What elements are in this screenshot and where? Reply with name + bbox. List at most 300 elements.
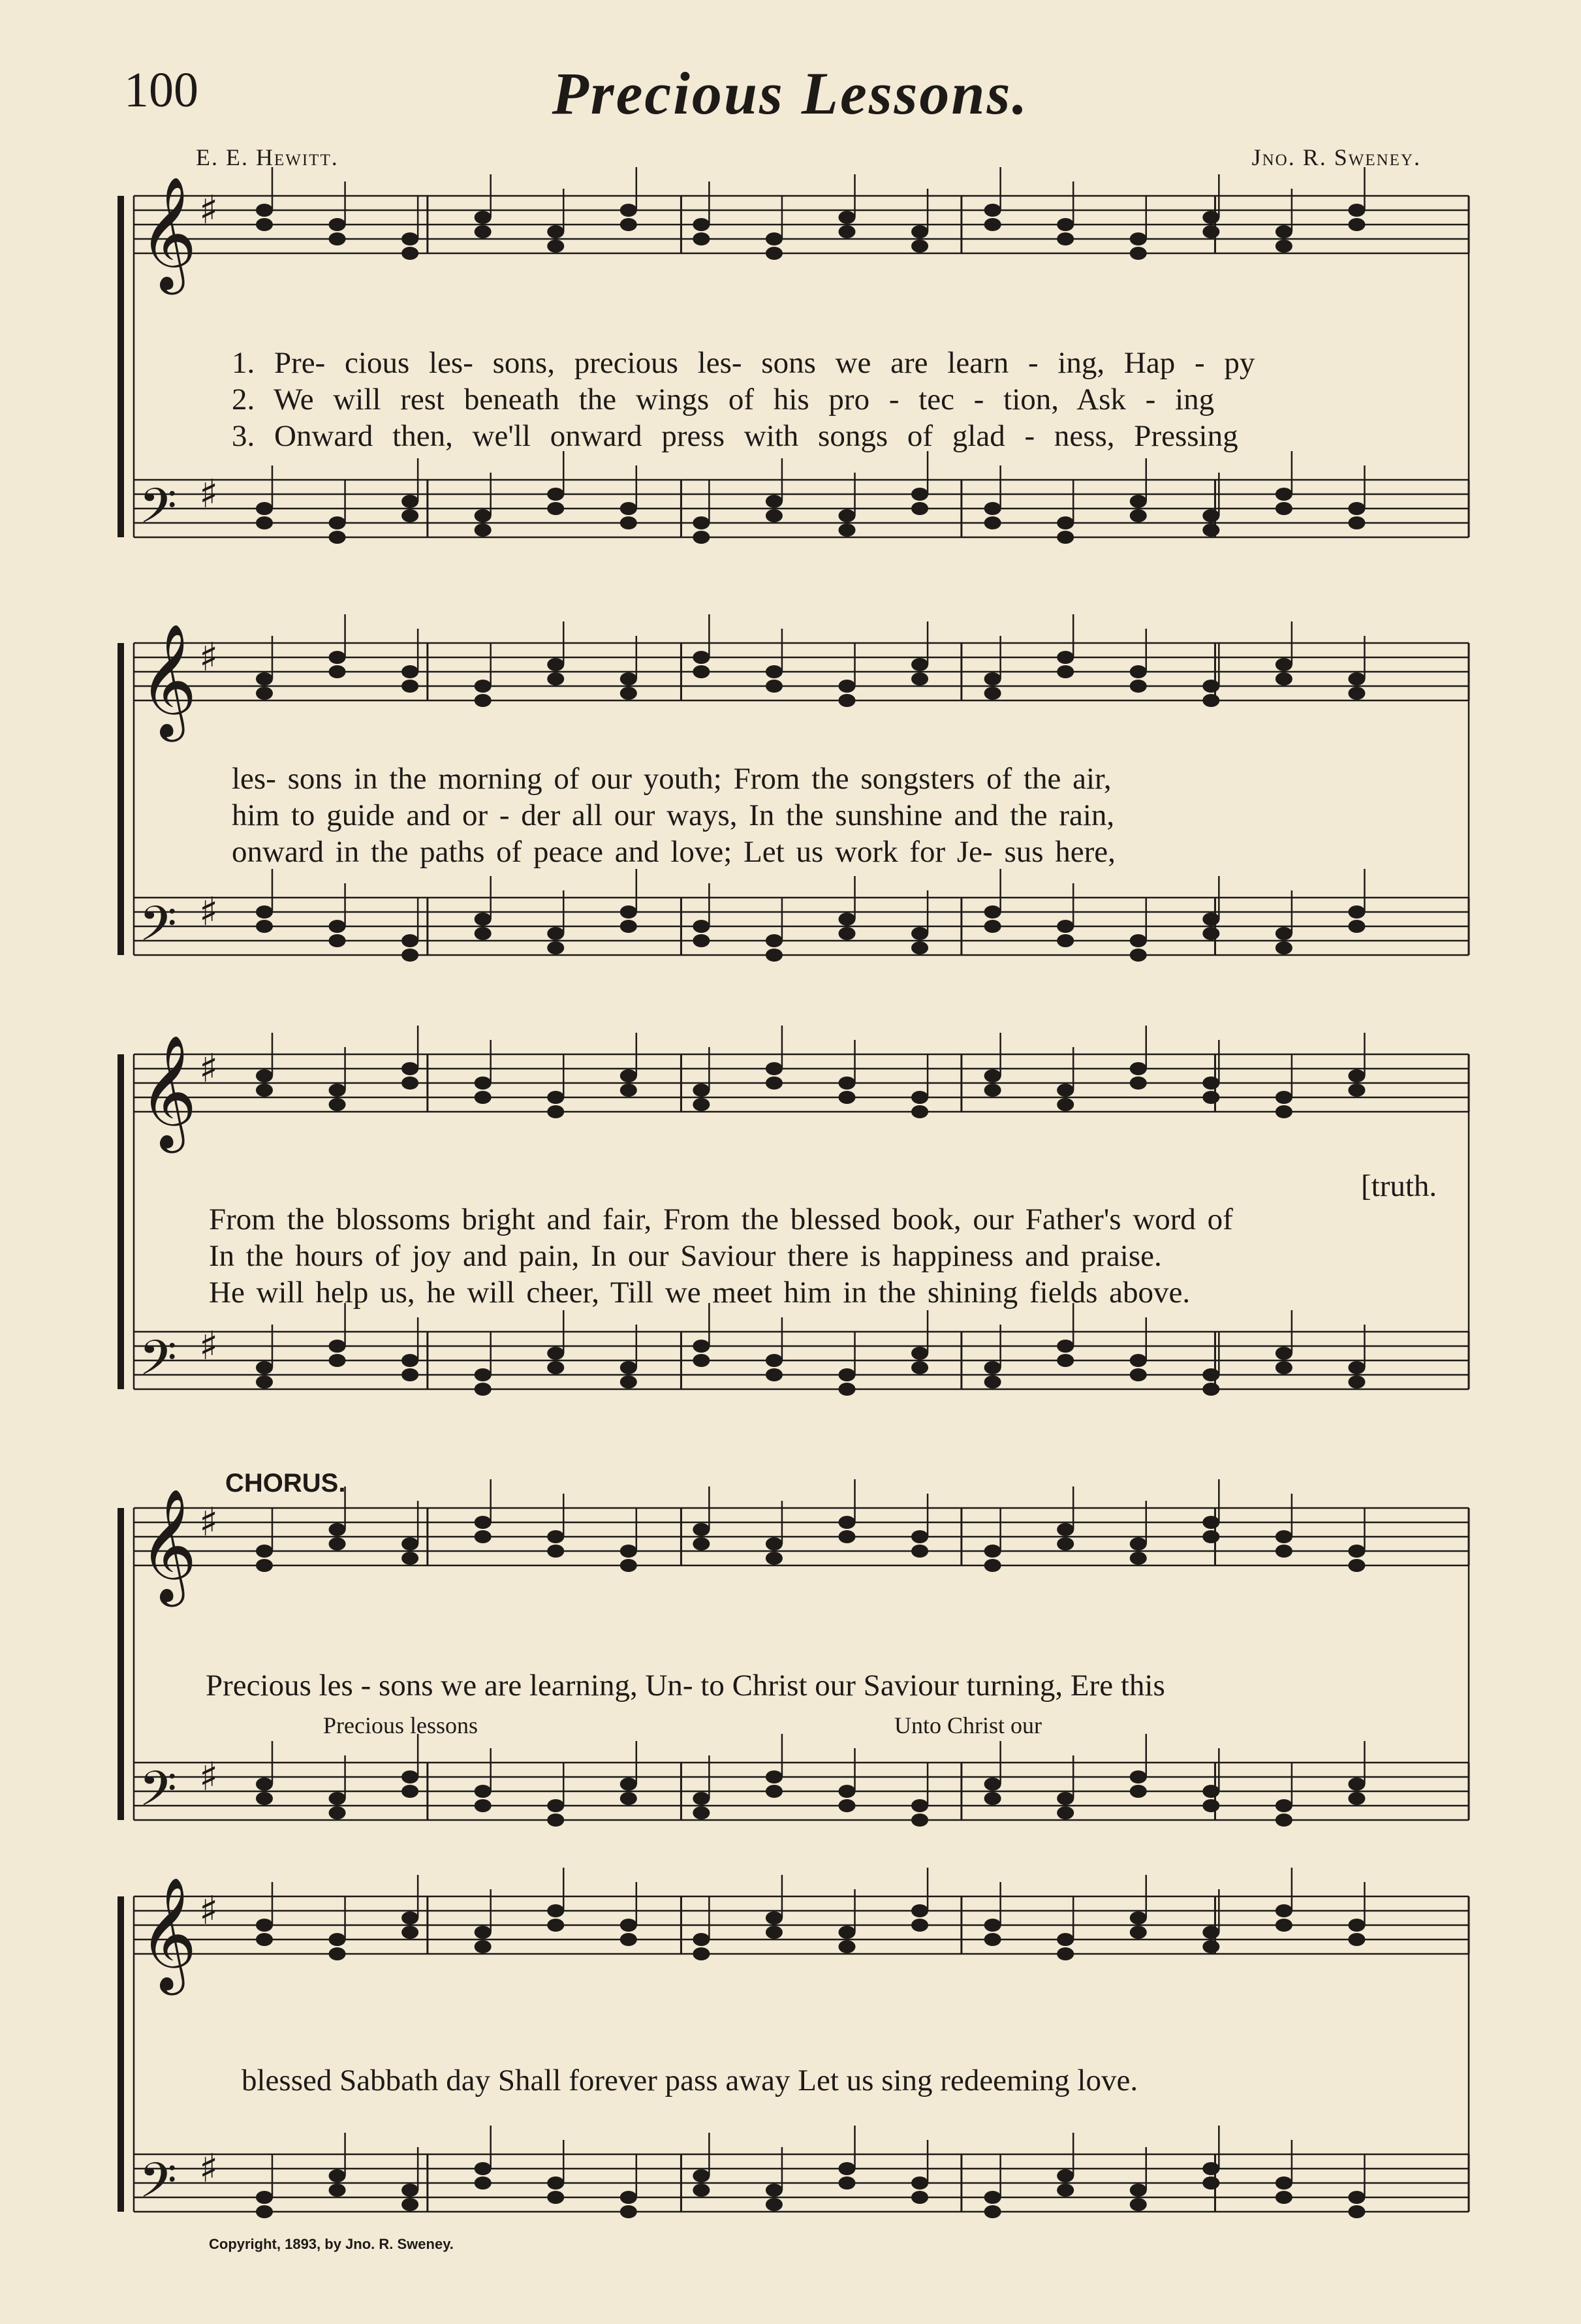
note-head bbox=[839, 1076, 856, 1090]
note-head bbox=[1057, 1084, 1074, 1097]
lyric-trailing-word: [truth. bbox=[1361, 1169, 1437, 1203]
note-head bbox=[693, 1933, 710, 1946]
note-head bbox=[1202, 225, 1219, 238]
lyrics-system-2 bbox=[232, 761, 1116, 870]
note-head bbox=[620, 687, 637, 700]
note-head bbox=[693, 934, 710, 947]
note-head bbox=[256, 672, 273, 685]
bass-clef-icon: 𝄢 bbox=[139, 1330, 177, 1398]
note-head bbox=[1057, 1537, 1074, 1550]
note-head bbox=[693, 1806, 710, 1819]
chorus-echo-1: Precious lessons bbox=[323, 1712, 478, 1738]
note-head bbox=[984, 502, 1001, 515]
note-head bbox=[256, 687, 273, 700]
note-head bbox=[911, 672, 928, 685]
note-head bbox=[1130, 495, 1147, 508]
note-head bbox=[329, 516, 346, 529]
note-head bbox=[620, 2191, 637, 2204]
note-head bbox=[1057, 920, 1074, 933]
note-head bbox=[475, 913, 492, 926]
note-head bbox=[984, 1084, 1001, 1097]
note-head bbox=[766, 2184, 783, 2197]
note-head bbox=[984, 687, 1001, 700]
note-head bbox=[1276, 1105, 1292, 1118]
note-head bbox=[547, 1814, 564, 1827]
note-head bbox=[839, 524, 856, 537]
note-head bbox=[547, 1347, 564, 1360]
note-head bbox=[475, 1530, 492, 1543]
note-head bbox=[766, 509, 783, 522]
note-head bbox=[839, 211, 856, 224]
note-head bbox=[984, 1069, 1001, 1082]
note-head bbox=[984, 1792, 1001, 1805]
author-credit: E. E. Hewitt. bbox=[196, 144, 339, 170]
note-head bbox=[256, 905, 273, 919]
note-head bbox=[1130, 680, 1147, 693]
note-head bbox=[984, 1375, 1001, 1389]
note-head bbox=[547, 2191, 564, 2204]
note-head bbox=[1348, 920, 1365, 933]
note-head bbox=[620, 1933, 637, 1946]
note-head bbox=[547, 1799, 564, 1812]
note-head bbox=[401, 509, 418, 522]
chorus-label: CHORUS. bbox=[225, 1469, 346, 1498]
note-head bbox=[1276, 488, 1292, 501]
note-head bbox=[766, 934, 783, 947]
note-head bbox=[1276, 2191, 1292, 2204]
note-head bbox=[256, 218, 273, 231]
note-head bbox=[1202, 694, 1219, 707]
note-head bbox=[620, 920, 637, 933]
note-head bbox=[1057, 1792, 1074, 1805]
note-head bbox=[693, 1098, 710, 1111]
note-head bbox=[1057, 1098, 1074, 1111]
note-head bbox=[1348, 218, 1365, 231]
note-head bbox=[766, 1076, 783, 1090]
note-head bbox=[1348, 1375, 1365, 1389]
note-head bbox=[547, 658, 564, 671]
note-head bbox=[839, 509, 856, 522]
note-head bbox=[1276, 1799, 1292, 1812]
note-head bbox=[984, 218, 1001, 231]
note-head bbox=[475, 1799, 492, 1812]
note-head bbox=[1130, 1911, 1147, 1924]
note-head bbox=[1348, 1084, 1365, 1097]
note-head bbox=[1276, 1919, 1292, 1932]
note-head bbox=[1057, 516, 1074, 529]
note-head bbox=[1130, 1354, 1147, 1367]
note-head bbox=[984, 1559, 1001, 1572]
note-head bbox=[984, 1361, 1001, 1374]
note-head bbox=[329, 2169, 346, 2182]
note-head bbox=[1348, 204, 1365, 217]
key-signature-sharp-icon: ♯ bbox=[199, 187, 219, 233]
lyric-verse-2: In the hours of joy and pain, In our Saviour there is happiness and praise. bbox=[209, 1239, 1162, 1273]
note-head bbox=[620, 905, 637, 919]
note-head bbox=[547, 240, 564, 253]
note-head bbox=[401, 1926, 418, 1939]
note-head bbox=[547, 1091, 564, 1104]
note-head bbox=[1057, 665, 1074, 678]
note-head bbox=[329, 1792, 346, 1805]
note-head bbox=[693, 1340, 710, 1353]
note-head bbox=[984, 672, 1001, 685]
note-head bbox=[475, 1368, 492, 1381]
note-head bbox=[1202, 680, 1219, 693]
note-head bbox=[1202, 1516, 1219, 1529]
note-head bbox=[547, 2176, 564, 2190]
note-head bbox=[766, 1368, 783, 1381]
note-head bbox=[475, 509, 492, 522]
note-head bbox=[839, 2162, 856, 2175]
note-head bbox=[475, 225, 492, 238]
note-head bbox=[766, 1770, 783, 1783]
note-head bbox=[839, 913, 856, 926]
note-head bbox=[1276, 1347, 1292, 1360]
note-head bbox=[1130, 1785, 1147, 1798]
note-head bbox=[620, 2205, 637, 2218]
note-head bbox=[329, 2184, 346, 2197]
note-head bbox=[1202, 1530, 1219, 1543]
note-head bbox=[839, 680, 856, 693]
note-head bbox=[256, 1084, 273, 1097]
note-head bbox=[620, 672, 637, 685]
note-head bbox=[1057, 232, 1074, 245]
note-head bbox=[620, 1084, 637, 1097]
note-head bbox=[1276, 1545, 1292, 1558]
key-signature-sharp-icon: ♯ bbox=[199, 1754, 219, 1800]
note-head bbox=[839, 1799, 856, 1812]
note-head bbox=[1057, 1340, 1074, 1353]
note-head bbox=[693, 920, 710, 933]
note-head bbox=[1130, 1926, 1147, 1939]
lyric-verse-1: 1. Pre- cious les- sons, precious les- sons we are learn - ing, Hap - py bbox=[232, 346, 1255, 380]
note-head bbox=[693, 232, 710, 245]
song-title: Precious Lessons. bbox=[552, 60, 1029, 127]
note-head bbox=[693, 2184, 710, 2197]
note-head bbox=[1348, 1559, 1365, 1572]
note-head bbox=[1348, 502, 1365, 515]
note-head bbox=[1202, 211, 1219, 224]
note-head bbox=[1348, 1069, 1365, 1082]
note-head bbox=[1348, 905, 1365, 919]
note-head bbox=[1276, 1530, 1292, 1543]
key-signature-sharp-icon: ♯ bbox=[199, 635, 219, 680]
note-head bbox=[1130, 1537, 1147, 1550]
note-head bbox=[1348, 1933, 1365, 1946]
note-head bbox=[693, 2169, 710, 2182]
note-head bbox=[256, 1069, 273, 1082]
note-head bbox=[1130, 509, 1147, 522]
note-head bbox=[984, 2191, 1001, 2204]
note-head bbox=[620, 1919, 637, 1932]
note-head bbox=[1348, 1361, 1365, 1374]
note-head bbox=[1348, 2205, 1365, 2218]
note-head bbox=[475, 211, 492, 224]
note-head bbox=[1348, 687, 1365, 700]
note-head bbox=[620, 218, 637, 231]
note-head bbox=[839, 1516, 856, 1529]
note-head bbox=[1130, 665, 1147, 678]
note-head bbox=[475, 1383, 492, 1396]
note-head bbox=[547, 1545, 564, 1558]
treble-clef-icon: 𝄞 bbox=[139, 1488, 197, 1602]
note-head bbox=[693, 1354, 710, 1367]
note-head bbox=[401, 1785, 418, 1798]
note-head bbox=[766, 1552, 783, 1565]
note-head bbox=[766, 1062, 783, 1075]
page-number: 100 bbox=[124, 63, 198, 118]
note-head bbox=[984, 905, 1001, 919]
note-head bbox=[620, 1545, 637, 1558]
note-head bbox=[329, 1537, 346, 1550]
lyric-verse-3: He will help us, he will cheer, Till we meet him in the shining fields above. bbox=[209, 1276, 1191, 1310]
note-head bbox=[1057, 1947, 1074, 1960]
note-head bbox=[911, 502, 928, 515]
treble-clef-icon: 𝄞 bbox=[139, 1877, 197, 1990]
note-head bbox=[547, 1361, 564, 1374]
note-head bbox=[1202, 1091, 1219, 1104]
note-head bbox=[256, 1933, 273, 1946]
note-head bbox=[1276, 672, 1292, 685]
note-head bbox=[911, 1361, 928, 1374]
copyright-notice: Copyright, 1893, by Jno. R. Sweney. bbox=[209, 2236, 454, 2252]
lyric-verse-1: les- sons in the morning of our youth; From the songsters of the air, bbox=[232, 762, 1112, 796]
note-head bbox=[329, 665, 346, 678]
note-head bbox=[1057, 1806, 1074, 1819]
note-head bbox=[1130, 1062, 1147, 1075]
note-head bbox=[329, 1084, 346, 1097]
lyric-verse-1: From the blossoms bright and fair, From the blessed book, our Father's word of bbox=[209, 1202, 1233, 1236]
note-head bbox=[766, 2198, 783, 2211]
note-head bbox=[620, 1375, 637, 1389]
note-head bbox=[1057, 651, 1074, 664]
note-head bbox=[547, 927, 564, 940]
note-head bbox=[401, 1076, 418, 1090]
note-head bbox=[620, 502, 637, 515]
note-head bbox=[547, 672, 564, 685]
note-head bbox=[256, 502, 273, 515]
note-head bbox=[1202, 913, 1219, 926]
lyrics-system-1 bbox=[232, 345, 1255, 454]
note-head bbox=[1057, 2169, 1074, 2182]
note-head bbox=[1276, 941, 1292, 954]
lyric-verse-2: 2. We will rest beneath the wings of his pro - tec - tion, Ask - ing bbox=[232, 383, 1215, 416]
note-head bbox=[984, 920, 1001, 933]
note-head bbox=[1130, 1076, 1147, 1090]
note-head bbox=[693, 1537, 710, 1550]
note-head bbox=[475, 1091, 492, 1104]
note-head bbox=[984, 2205, 1001, 2218]
note-head bbox=[1276, 240, 1292, 253]
note-head bbox=[1276, 1904, 1292, 1917]
bass-clef-icon: 𝄢 bbox=[139, 2152, 177, 2221]
note-head bbox=[1348, 1545, 1365, 1558]
lyric-verse-3: onward in the paths of peace and love; Let us work for Je- sus here, bbox=[232, 835, 1116, 869]
note-head bbox=[911, 1105, 928, 1118]
note-head bbox=[839, 1530, 856, 1543]
note-head bbox=[475, 694, 492, 707]
note-head bbox=[766, 680, 783, 693]
note-head bbox=[1130, 1770, 1147, 1783]
note-head bbox=[329, 1933, 346, 1946]
note-head bbox=[401, 1911, 418, 1924]
note-head bbox=[329, 531, 346, 544]
note-head bbox=[401, 1368, 418, 1381]
note-head bbox=[475, 680, 492, 693]
note-head bbox=[1276, 927, 1292, 940]
note-head bbox=[693, 218, 710, 231]
note-head bbox=[1130, 247, 1147, 260]
note-head bbox=[766, 232, 783, 245]
bass-clef-icon: 𝄢 bbox=[139, 478, 177, 546]
note-head bbox=[693, 1792, 710, 1805]
note-head bbox=[401, 1062, 418, 1075]
note-head bbox=[401, 2198, 418, 2211]
note-head bbox=[256, 920, 273, 933]
note-head bbox=[1130, 232, 1147, 245]
treble-clef-icon: 𝄞 bbox=[139, 176, 197, 290]
note-head bbox=[547, 1919, 564, 1932]
note-head bbox=[1202, 1076, 1219, 1090]
note-head bbox=[1202, 1799, 1219, 1812]
note-head bbox=[329, 920, 346, 933]
note-head bbox=[401, 1770, 418, 1783]
note-head bbox=[984, 1778, 1001, 1791]
note-head bbox=[1202, 1940, 1219, 1953]
note-head bbox=[620, 1069, 637, 1082]
note-head bbox=[1202, 1926, 1219, 1939]
note-head bbox=[1202, 927, 1219, 940]
note-head bbox=[1057, 218, 1074, 231]
note-head bbox=[329, 1340, 346, 1353]
bass-clef-icon: 𝄢 bbox=[139, 1761, 177, 1829]
note-head bbox=[475, 1940, 492, 1953]
note-head bbox=[839, 225, 856, 238]
note-head bbox=[1130, 934, 1147, 947]
note-head bbox=[547, 941, 564, 954]
note-head bbox=[475, 1076, 492, 1090]
note-head bbox=[475, 1785, 492, 1798]
note-head bbox=[766, 1911, 783, 1924]
note-head bbox=[766, 665, 783, 678]
note-head bbox=[329, 218, 346, 231]
note-head bbox=[1276, 225, 1292, 238]
note-head bbox=[693, 1947, 710, 1960]
note-head bbox=[911, 1091, 928, 1104]
note-head bbox=[547, 1904, 564, 1917]
note-head bbox=[547, 502, 564, 515]
note-head bbox=[620, 516, 637, 529]
note-head bbox=[693, 1523, 710, 1536]
key-signature-sharp-icon: ♯ bbox=[199, 1323, 219, 1369]
note-head bbox=[1057, 934, 1074, 947]
note-head bbox=[911, 225, 928, 238]
note-head bbox=[401, 934, 418, 947]
note-head bbox=[911, 1919, 928, 1932]
note-head bbox=[1348, 516, 1365, 529]
note-head bbox=[475, 524, 492, 537]
note-head bbox=[911, 658, 928, 671]
note-head bbox=[1348, 1919, 1365, 1932]
note-head bbox=[1276, 1361, 1292, 1374]
note-head bbox=[620, 1792, 637, 1805]
note-head bbox=[256, 516, 273, 529]
note-head bbox=[329, 1098, 346, 1111]
key-signature-sharp-icon: ♯ bbox=[199, 889, 219, 935]
note-head bbox=[475, 1516, 492, 1529]
note-head bbox=[1348, 672, 1365, 685]
note-head bbox=[1057, 1354, 1074, 1367]
note-head bbox=[401, 1354, 418, 1367]
note-head bbox=[401, 247, 418, 260]
note-head bbox=[1202, 2162, 1219, 2175]
note-head bbox=[911, 2176, 928, 2190]
note-head bbox=[911, 240, 928, 253]
note-head bbox=[401, 2184, 418, 2197]
note-head bbox=[1348, 2191, 1365, 2204]
note-head bbox=[620, 1778, 637, 1791]
note-head bbox=[839, 2176, 856, 2190]
note-head bbox=[766, 1785, 783, 1798]
note-head bbox=[329, 1354, 346, 1367]
note-head bbox=[475, 2176, 492, 2190]
note-head bbox=[547, 488, 564, 501]
lyric-verse-3: 3. Onward then, we'll onward press with songs of glad - ness, Pressing bbox=[232, 419, 1238, 453]
note-head bbox=[1130, 1368, 1147, 1381]
note-head bbox=[839, 1091, 856, 1104]
note-head bbox=[547, 1530, 564, 1543]
key-signature-sharp-icon: ♯ bbox=[199, 2146, 219, 2191]
lyric-verse-2: him to guide and or - der all our ways, In the sunshine and the rain, bbox=[232, 798, 1115, 832]
chorus-echo-2: Unto Christ our bbox=[894, 1712, 1042, 1738]
key-signature-sharp-icon: ♯ bbox=[199, 1500, 219, 1545]
note-head bbox=[547, 1105, 564, 1118]
note-head bbox=[547, 225, 564, 238]
note-head bbox=[1057, 2184, 1074, 2197]
note-head bbox=[401, 232, 418, 245]
note-head bbox=[1057, 1933, 1074, 1946]
note-head bbox=[256, 1375, 273, 1389]
note-head bbox=[911, 1799, 928, 1812]
note-head bbox=[401, 1537, 418, 1550]
note-head bbox=[1202, 1368, 1219, 1381]
note-head bbox=[256, 1545, 273, 1558]
note-head bbox=[911, 1545, 928, 1558]
note-head bbox=[693, 665, 710, 678]
note-head bbox=[329, 232, 346, 245]
note-head bbox=[839, 1926, 856, 1939]
note-head bbox=[329, 1947, 346, 1960]
note-head bbox=[1202, 2176, 1219, 2190]
note-head bbox=[911, 927, 928, 940]
note-head bbox=[911, 1814, 928, 1827]
treble-clef-icon: 𝄞 bbox=[139, 1035, 197, 1148]
note-head bbox=[1202, 524, 1219, 537]
lyrics-system-3 bbox=[209, 1201, 1233, 1311]
note-head bbox=[1276, 1091, 1292, 1104]
note-head bbox=[911, 488, 928, 501]
note-head bbox=[256, 1361, 273, 1374]
note-head bbox=[475, 2162, 492, 2175]
note-head bbox=[839, 1785, 856, 1798]
note-head bbox=[766, 247, 783, 260]
note-head bbox=[329, 934, 346, 947]
note-head bbox=[766, 1926, 783, 1939]
note-head bbox=[911, 941, 928, 954]
note-head bbox=[839, 927, 856, 940]
note-head bbox=[1202, 1383, 1219, 1396]
